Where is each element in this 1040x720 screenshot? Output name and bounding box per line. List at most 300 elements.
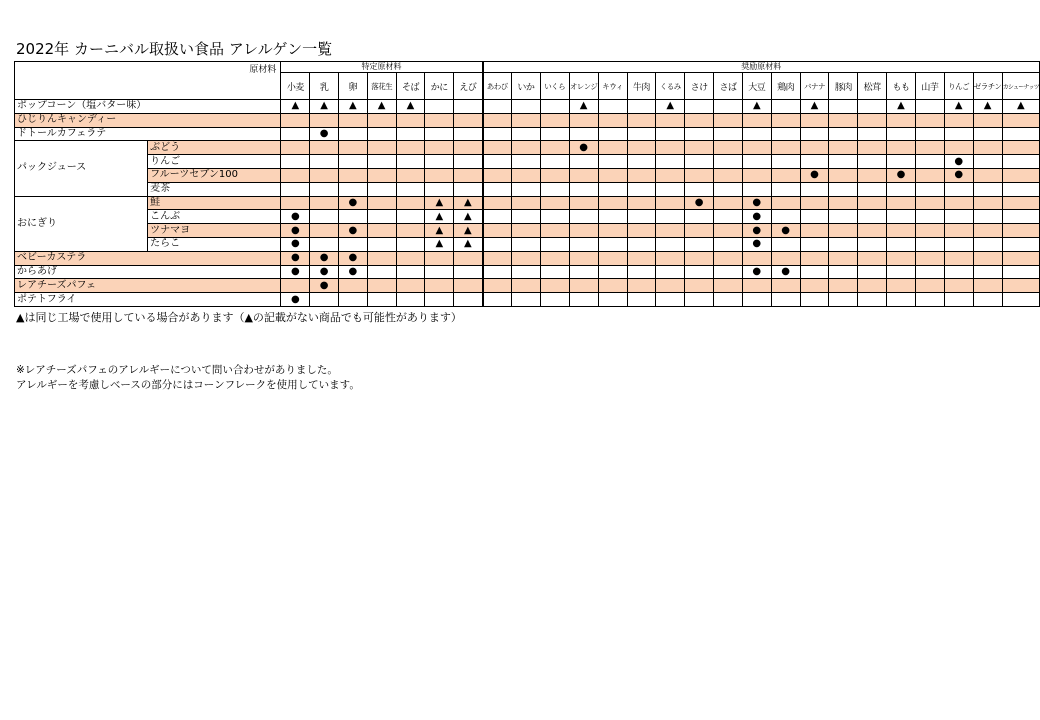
shared-facility-mark: ▲ <box>454 210 483 224</box>
allergen-cell <box>887 279 916 293</box>
allergen-cell <box>915 196 944 210</box>
allergen-cell <box>858 237 887 251</box>
allergen-cell <box>598 210 627 224</box>
allergen-cell <box>685 127 714 141</box>
allergen-cell <box>887 210 916 224</box>
allergen-cell <box>540 196 569 210</box>
allergen-cell <box>685 237 714 251</box>
shared-facility-mark: ▲ <box>454 237 483 251</box>
shared-facility-mark: ▲ <box>742 100 771 114</box>
allergen-cell <box>367 224 396 238</box>
allergen-cell <box>771 279 800 293</box>
allergen-cell <box>396 279 425 293</box>
allergen-cell <box>281 127 310 141</box>
allergen-cell <box>656 237 685 251</box>
allergen-cell <box>944 251 973 265</box>
product-variant-name: フルーツセブン100 <box>148 168 281 182</box>
allergen-cell <box>714 100 743 114</box>
allergen-column-header: キウィ <box>598 73 627 100</box>
allergen-cell <box>771 237 800 251</box>
allergen-cell <box>858 251 887 265</box>
allergen-cell <box>887 251 916 265</box>
allergen-cell <box>627 141 656 155</box>
allergen-cell <box>887 182 916 196</box>
allergen-cell <box>310 210 339 224</box>
allergen-cell <box>973 251 1002 265</box>
allergen-cell <box>858 100 887 114</box>
allergen-cell <box>598 279 627 293</box>
allergen-column-header: さけ <box>685 73 714 100</box>
allergen-cell <box>454 155 483 169</box>
allergen-column-header: 落花生 <box>367 73 396 100</box>
allergen-cell <box>454 168 483 182</box>
allergen-cell <box>829 251 858 265</box>
allergen-cell <box>800 210 829 224</box>
allergen-cell <box>915 224 944 238</box>
allergen-cell <box>915 237 944 251</box>
allergen-cell <box>598 182 627 196</box>
product-variant-name: ツナマヨ <box>148 224 281 238</box>
table-row <box>15 210 1040 224</box>
table-row <box>15 196 1040 210</box>
allergen-cell <box>367 127 396 141</box>
product-name: ひじりんキャンディー <box>15 113 281 127</box>
allergen-cell <box>742 155 771 169</box>
allergen-cell <box>483 265 512 279</box>
shared-facility-mark: ▲ <box>454 224 483 238</box>
allergen-cell <box>915 293 944 307</box>
allergen-cell <box>483 113 512 127</box>
allergen-cell <box>771 141 800 155</box>
allergen-cell <box>915 155 944 169</box>
contains-mark: ● <box>281 293 310 307</box>
allergen-cell <box>511 224 540 238</box>
allergen-cell <box>281 279 310 293</box>
allergen-cell <box>742 251 771 265</box>
allergen-cell <box>1002 251 1039 265</box>
allergen-cell <box>829 168 858 182</box>
allergen-cell <box>540 279 569 293</box>
allergen-cell <box>944 127 973 141</box>
allergen-cell <box>454 293 483 307</box>
allergen-cell <box>540 113 569 127</box>
allergen-cell <box>800 251 829 265</box>
allergen-cell <box>569 182 598 196</box>
allergen-cell <box>742 113 771 127</box>
allergen-cell <box>511 168 540 182</box>
allergen-cell <box>887 265 916 279</box>
allergen-cell <box>656 224 685 238</box>
allergen-column-header: 松茸 <box>858 73 887 100</box>
allergen-cell <box>685 279 714 293</box>
allergen-cell <box>973 265 1002 279</box>
allergen-column-header: いくら <box>540 73 569 100</box>
allergen-cell <box>511 141 540 155</box>
allergen-cell <box>627 293 656 307</box>
allergen-cell <box>742 141 771 155</box>
inquiry-note <box>16 363 360 393</box>
allergen-cell <box>396 251 425 265</box>
allergen-cell <box>483 127 512 141</box>
allergen-cell <box>338 113 367 127</box>
allergen-cell <box>771 168 800 182</box>
allergen-cell <box>454 279 483 293</box>
allergen-cell <box>454 127 483 141</box>
allergen-cell <box>915 279 944 293</box>
allergen-cell <box>656 155 685 169</box>
shared-facility-mark: ▲ <box>887 100 916 114</box>
allergen-cell <box>540 237 569 251</box>
allergen-cell <box>714 210 743 224</box>
allergen-cell <box>887 113 916 127</box>
contains-mark: ● <box>310 251 339 265</box>
allergen-cell <box>627 196 656 210</box>
allergen-cell <box>858 293 887 307</box>
allergen-cell <box>598 100 627 114</box>
allergen-cell <box>714 182 743 196</box>
table-row <box>15 141 1040 155</box>
allergen-cell <box>887 155 916 169</box>
allergen-cell <box>685 168 714 182</box>
allergen-cell <box>569 210 598 224</box>
allergen-cell <box>887 127 916 141</box>
allergen-cell <box>685 224 714 238</box>
allergen-cell <box>685 251 714 265</box>
allergen-cell <box>310 293 339 307</box>
allergen-cell <box>858 168 887 182</box>
allergen-cell <box>944 265 973 279</box>
allergen-cell <box>569 113 598 127</box>
allergen-cell <box>454 113 483 127</box>
allergen-cell <box>425 155 454 169</box>
allergen-cell <box>627 127 656 141</box>
allergen-cell <box>944 279 973 293</box>
allergen-cell <box>656 265 685 279</box>
allergen-cell <box>511 237 540 251</box>
contains-mark: ● <box>281 210 310 224</box>
allergen-cell <box>396 127 425 141</box>
table-row <box>15 265 1040 279</box>
allergen-column-header: 山芋 <box>915 73 944 100</box>
allergen-column-header: くるみ <box>656 73 685 100</box>
shared-facility-mark: ▲ <box>973 100 1002 114</box>
shared-facility-mark: ▲ <box>425 237 454 251</box>
allergen-cell <box>714 168 743 182</box>
allergen-cell <box>511 293 540 307</box>
shared-facility-mark: ▲ <box>944 100 973 114</box>
allergen-cell <box>367 251 396 265</box>
allergen-column-header: 卵 <box>338 73 367 100</box>
allergen-cell <box>656 196 685 210</box>
shared-facility-mark: ▲ <box>310 100 339 114</box>
contains-mark: ● <box>771 265 800 279</box>
allergen-column-header: 鶏肉 <box>771 73 800 100</box>
table-row <box>15 224 1040 238</box>
table-row <box>15 237 1040 251</box>
allergen-cell <box>858 210 887 224</box>
product-group-name: おにぎり <box>15 196 148 251</box>
allergen-cell <box>1002 210 1039 224</box>
allergen-cell <box>338 182 367 196</box>
allergen-cell <box>858 224 887 238</box>
shared-facility-mark: ▲ <box>338 100 367 114</box>
product-variant-name: こんぶ <box>148 210 281 224</box>
shared-facility-mark: ▲ <box>569 100 598 114</box>
allergen-cell <box>714 127 743 141</box>
allergen-cell <box>511 265 540 279</box>
allergen-cell <box>598 155 627 169</box>
allergen-cell <box>771 155 800 169</box>
allergen-cell <box>310 182 339 196</box>
contains-mark: ● <box>338 196 367 210</box>
allergen-cell <box>511 113 540 127</box>
contains-mark: ● <box>338 224 367 238</box>
allergen-cell <box>511 196 540 210</box>
allergen-column-header: かに <box>425 73 454 100</box>
allergen-column-header: もも <box>887 73 916 100</box>
product-variant-name: ぶどう <box>148 141 281 155</box>
allergen-cell <box>944 182 973 196</box>
contains-mark: ● <box>742 265 771 279</box>
allergen-cell <box>915 210 944 224</box>
allergen-cell <box>829 237 858 251</box>
allergen-cell <box>829 293 858 307</box>
allergen-column-header: 大豆 <box>742 73 771 100</box>
table-row <box>15 127 1040 141</box>
contains-mark: ● <box>281 251 310 265</box>
allergen-column-header: 豚肉 <box>829 73 858 100</box>
allergen-cell <box>396 155 425 169</box>
allergen-cell <box>281 141 310 155</box>
product-name: ポテトフライ <box>15 293 281 307</box>
allergen-cell <box>627 182 656 196</box>
allergen-cell <box>627 100 656 114</box>
allergen-cell <box>338 293 367 307</box>
allergen-cell <box>396 210 425 224</box>
allergen-cell <box>800 141 829 155</box>
allergen-cell <box>1002 168 1039 182</box>
allergen-cell <box>396 196 425 210</box>
allergen-cell <box>714 265 743 279</box>
allergen-cell <box>425 182 454 196</box>
shared-facility-mark: ▲ <box>656 100 685 114</box>
allergen-cell <box>627 279 656 293</box>
inquiry-note-line: アレルギーを考慮しベースの部分にはコーンフレークを使用しています。 <box>16 379 360 391</box>
allergen-cell <box>598 127 627 141</box>
contains-mark: ● <box>800 168 829 182</box>
allergen-cell <box>656 293 685 307</box>
table-row <box>15 100 1040 114</box>
allergen-column-header: 乳 <box>310 73 339 100</box>
allergen-cell <box>915 100 944 114</box>
allergen-cell <box>425 113 454 127</box>
allergen-cell <box>281 113 310 127</box>
allergen-cell <box>973 293 1002 307</box>
allergen-cell <box>569 127 598 141</box>
allergen-cell <box>483 168 512 182</box>
table-row <box>15 251 1040 265</box>
allergen-cell <box>367 113 396 127</box>
allergen-cell <box>944 141 973 155</box>
allergen-cell <box>714 113 743 127</box>
allergen-cell <box>425 127 454 141</box>
contains-mark: ● <box>742 224 771 238</box>
allergen-cell <box>540 210 569 224</box>
allergen-column-header: りんご <box>944 73 973 100</box>
allergen-cell <box>367 237 396 251</box>
allergen-cell <box>858 155 887 169</box>
allergen-cell <box>483 224 512 238</box>
allergen-cell <box>540 168 569 182</box>
allergen-cell <box>454 251 483 265</box>
allergen-column-header: カシューナッツ <box>1002 73 1039 100</box>
allergen-cell <box>685 100 714 114</box>
allergen-cell <box>973 279 1002 293</box>
allergen-cell <box>627 210 656 224</box>
allergen-cell <box>829 113 858 127</box>
allergen-cell <box>915 182 944 196</box>
allergen-cell <box>540 127 569 141</box>
shared-facility-mark: ▲ <box>800 100 829 114</box>
contains-mark: ● <box>742 210 771 224</box>
product-variant-name: りんご <box>148 155 281 169</box>
allergen-cell <box>685 293 714 307</box>
allergen-cell <box>598 265 627 279</box>
contains-mark: ● <box>310 279 339 293</box>
allergen-cell <box>829 155 858 169</box>
allergen-cell <box>973 182 1002 196</box>
contains-mark: ● <box>742 196 771 210</box>
allergen-cell <box>281 168 310 182</box>
allergen-cell <box>656 210 685 224</box>
allergen-cell <box>367 210 396 224</box>
allergen-cell <box>800 279 829 293</box>
allergen-cell <box>569 237 598 251</box>
allergen-cell <box>800 224 829 238</box>
allergen-cell <box>771 127 800 141</box>
allergen-cell <box>310 237 339 251</box>
allergen-cell <box>396 113 425 127</box>
allergen-cell <box>887 237 916 251</box>
allergen-cell <box>1002 182 1039 196</box>
allergen-cell <box>483 141 512 155</box>
allergen-cell <box>800 196 829 210</box>
allergen-cell <box>656 168 685 182</box>
shared-facility-mark: ▲ <box>454 196 483 210</box>
allergen-cell <box>1002 293 1039 307</box>
contains-mark: ● <box>944 168 973 182</box>
allergen-cell <box>598 113 627 127</box>
allergen-cell <box>656 141 685 155</box>
allergen-cell <box>685 141 714 155</box>
allergen-cell <box>569 251 598 265</box>
allergen-cell <box>685 265 714 279</box>
allergen-cell <box>396 224 425 238</box>
allergen-cell <box>425 251 454 265</box>
allergen-cell <box>540 293 569 307</box>
allergen-cell <box>742 127 771 141</box>
allergen-cell <box>598 196 627 210</box>
contains-mark: ● <box>338 251 367 265</box>
allergen-cell <box>569 168 598 182</box>
allergen-cell <box>338 141 367 155</box>
allergen-cell <box>483 182 512 196</box>
allergen-cell <box>598 293 627 307</box>
allergen-cell <box>915 141 944 155</box>
allergen-cell <box>1002 127 1039 141</box>
contains-mark: ● <box>887 168 916 182</box>
allergen-cell <box>511 127 540 141</box>
allergen-cell <box>483 279 512 293</box>
allergen-cell <box>887 224 916 238</box>
allergen-cell <box>627 155 656 169</box>
allergen-cell <box>829 265 858 279</box>
allergen-cell <box>915 251 944 265</box>
allergen-cell <box>714 141 743 155</box>
product-group-name: パックジュース <box>15 141 148 196</box>
product-name: ドトールカフェラテ <box>15 127 281 141</box>
allergen-cell <box>771 196 800 210</box>
allergen-column-header: バナナ <box>800 73 829 100</box>
allergen-cell <box>771 210 800 224</box>
allergen-cell <box>714 155 743 169</box>
allergen-cell <box>714 224 743 238</box>
allergen-cell <box>396 293 425 307</box>
allergen-cell <box>396 237 425 251</box>
allergen-cell <box>569 279 598 293</box>
shared-facility-mark: ▲ <box>425 224 454 238</box>
allergen-cell <box>367 265 396 279</box>
product-name: からあげ <box>15 265 281 279</box>
allergen-cell <box>540 141 569 155</box>
shared-facility-mark: ▲ <box>396 100 425 114</box>
allergen-cell <box>281 196 310 210</box>
contains-mark: ● <box>281 265 310 279</box>
table-row <box>15 293 1040 307</box>
allergen-cell <box>771 182 800 196</box>
allergen-cell <box>800 113 829 127</box>
allergen-cell <box>367 168 396 182</box>
allergen-cell <box>1002 279 1039 293</box>
allergen-cell <box>915 113 944 127</box>
allergen-column-header: あわび <box>483 73 512 100</box>
allergen-cell <box>598 224 627 238</box>
allergen-cell <box>396 141 425 155</box>
allergen-cell <box>511 155 540 169</box>
allergen-cell <box>396 168 425 182</box>
allergen-cell <box>915 127 944 141</box>
product-variant-name: 麦茶 <box>148 182 281 196</box>
allergen-cell <box>569 196 598 210</box>
allergen-cell <box>800 265 829 279</box>
allergen-cell <box>944 224 973 238</box>
allergen-cell <box>338 155 367 169</box>
shared-facility-mark: ▲ <box>425 196 454 210</box>
allergen-cell <box>742 293 771 307</box>
allergen-cell <box>973 224 1002 238</box>
allergen-cell <box>858 279 887 293</box>
shared-facility-mark: ▲ <box>281 100 310 114</box>
product-name: レアチーズパフェ <box>15 279 281 293</box>
allergen-cell <box>310 168 339 182</box>
allergen-cell <box>454 265 483 279</box>
allergen-cell <box>540 182 569 196</box>
allergen-cell <box>973 127 1002 141</box>
allergen-cell <box>829 182 858 196</box>
allergen-cell <box>598 168 627 182</box>
table-row <box>15 168 1040 182</box>
allergen-cell <box>1002 224 1039 238</box>
